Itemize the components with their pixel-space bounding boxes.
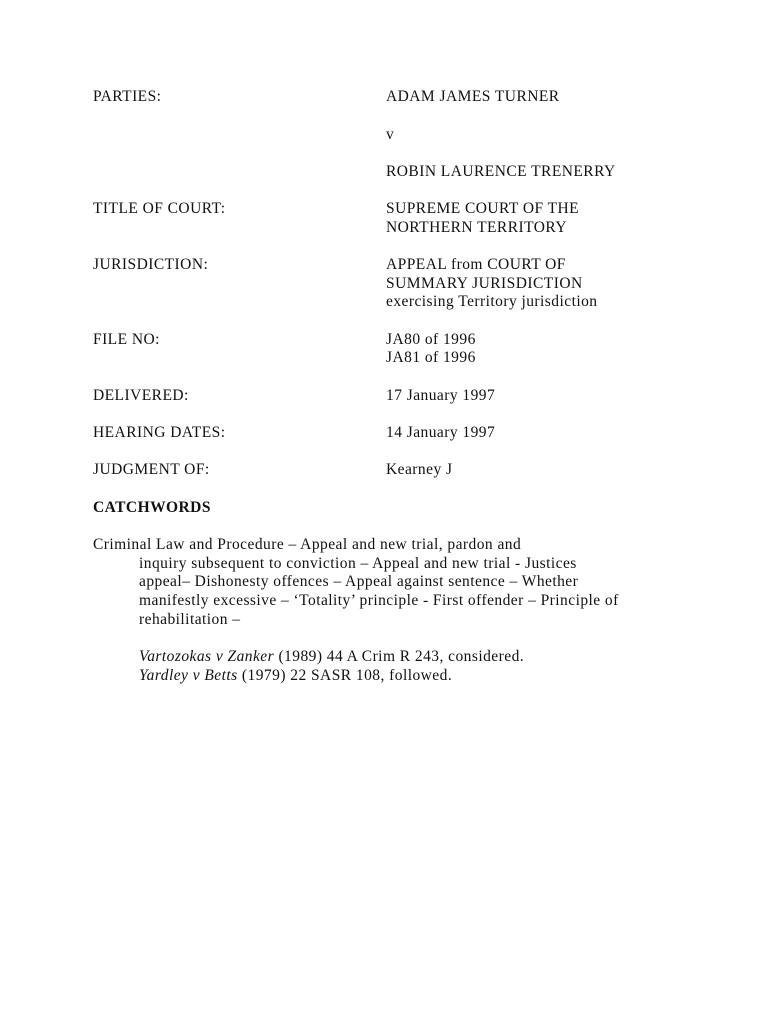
parties-label: PARTIES: — [93, 88, 162, 105]
file-no-line: JA81 of 1996 — [386, 349, 476, 366]
catchwords-line: rehabilitation – — [139, 611, 241, 628]
case-name: Vartozokas v Zanker — [139, 648, 275, 665]
respondent-name: ROBIN LAURENCE TRENERRY — [386, 163, 616, 180]
case-citation — [139, 648, 524, 667]
court-line: SUPREME COURT OF THE — [386, 200, 580, 217]
delivered-date: 17 January 1997 — [386, 387, 496, 404]
judgment-of-label: JUDGMENT OF: — [93, 461, 210, 478]
jurisdiction-label: JURISDICTION: — [93, 256, 209, 273]
file-no-line: JA80 of 1996 — [386, 331, 476, 348]
court-label: TITLE OF COURT: — [93, 200, 226, 217]
catchwords-heading: CATCHWORDS — [93, 499, 211, 516]
case-reference: (1989) 44 A Crim R 243, considered. — [274, 648, 525, 665]
appellant-name: ADAM JAMES TURNER — [386, 88, 560, 105]
jurisdiction-line: APPEAL from COURT OF — [386, 256, 566, 273]
court-line: NORTHERN TERRITORY — [386, 219, 567, 236]
jurisdiction-line: SUMMARY JURISDICTION — [386, 275, 583, 292]
case-citation — [139, 667, 452, 686]
jurisdiction-line: exercising Territory jurisdiction — [386, 293, 598, 310]
case-name: Yardley v Betts — [139, 667, 238, 684]
delivered-label: DELIVERED: — [93, 387, 189, 404]
hearing-dates-label: HEARING DATES: — [93, 424, 226, 441]
catchwords-line: inquiry subsequent to conviction – Appeal and new trial - Justices — [139, 555, 577, 572]
catchwords-line: Criminal Law and Procedure – Appeal and new trial, pardon and — [93, 536, 522, 553]
catchwords-line: appeal– Dishonesty offences – Appeal against sentence – Whether — [139, 573, 579, 590]
hearing-date: 14 January 1997 — [386, 424, 496, 441]
judge-name: Kearney J — [386, 461, 453, 478]
versus-text: v — [386, 126, 395, 143]
catchwords-line: manifestly excessive – ‘Totality’ principle - First offender – Principle of — [139, 592, 619, 609]
file-no-label: FILE NO: — [93, 331, 160, 348]
case-reference: (1979) 22 SASR 108, followed. — [237, 667, 453, 684]
